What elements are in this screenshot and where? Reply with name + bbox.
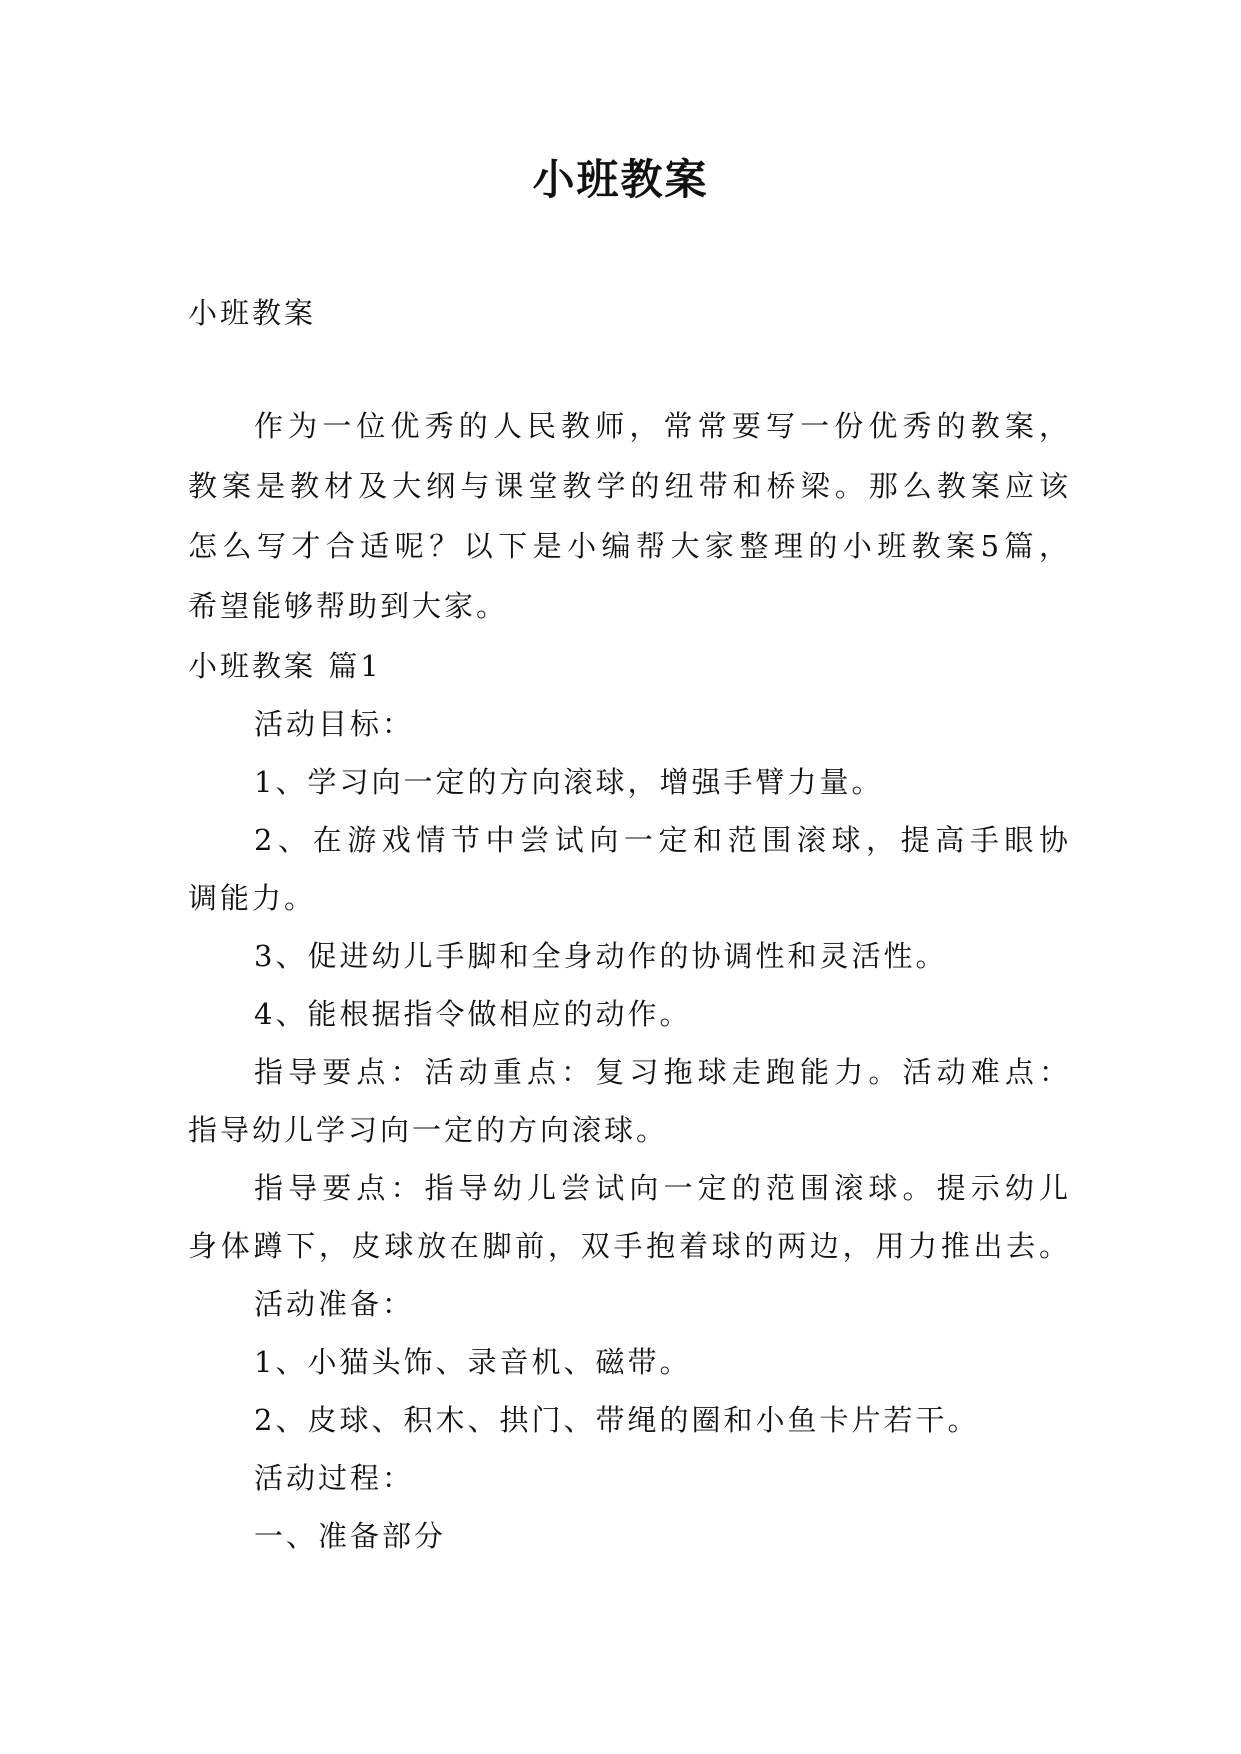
body-line: 1、小猫头饰、录音机、磁带。 <box>254 1345 692 1379</box>
body-line: 指导幼儿学习向一定的方向滚球。 <box>188 1113 669 1147</box>
body-line: 活动目标： <box>254 707 415 741</box>
document-title: 小班教案 <box>532 155 709 204</box>
body-line: 活动过程： <box>254 1461 415 1495</box>
body-line: 2、皮球、积木、拱门、带绳的圈和小鱼卡片若干。 <box>254 1403 980 1437</box>
intro-line-2: 教案是教材及大纲与课堂教学的纽带和桥梁。那么教案应该 <box>188 469 1068 503</box>
body-line: 一、准备部分 <box>254 1519 447 1553</box>
intro-line-3: 怎么写才合适呢？以下是小编帮大家整理的小班教案5篇， <box>188 529 1068 563</box>
body-line: 指导要点：指导幼儿尝试向一定的范围滚球。提示幼儿 <box>254 1171 1068 1205</box>
body-line: 3、促进幼儿手脚和全身动作的协调性和灵活性。 <box>254 939 948 973</box>
body-line: 调能力。 <box>188 881 317 915</box>
document-subtitle: 小班教案 <box>188 296 317 330</box>
intro-line-1: 作为一位优秀的人民教师，常常要写一份优秀的教案， <box>254 409 1068 443</box>
body-line: 2、在游戏情节中尝试向一定和范围滚球，提高手眼协 <box>254 823 1068 857</box>
body-line: 身体蹲下，皮球放在脚前，双手抱着球的两边，用力推出去。 <box>188 1229 1068 1263</box>
section-heading: 小班教案 篇1 <box>188 649 382 683</box>
body-line: 1、学习向一定的方向滚球，增强手臂力量。 <box>254 765 884 799</box>
body-line: 4、能根据指令做相应的动作。 <box>254 997 692 1031</box>
intro-line-4: 希望能够帮助到大家。 <box>188 589 509 623</box>
body-line: 指导要点：活动重点：复习拖球走跑能力。活动难点： <box>254 1055 1068 1089</box>
body-line: 活动准备： <box>254 1287 415 1321</box>
